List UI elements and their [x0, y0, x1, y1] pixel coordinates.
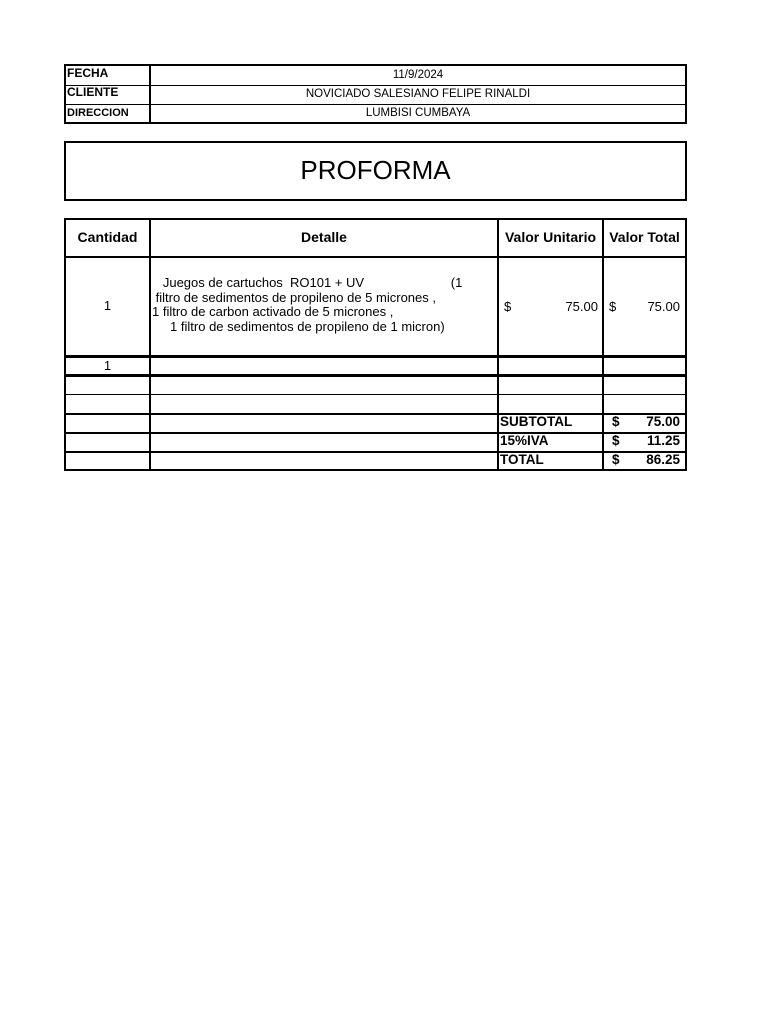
unit-currency: $	[504, 299, 512, 314]
fecha-row	[66, 66, 685, 86]
direccion-row	[66, 104, 685, 122]
client-info-table	[64, 64, 687, 124]
cliente-value: NOVICIADO SALESIANO FELIPE RINALDI	[305, 88, 531, 100]
cliente-label: CLIENTE	[66, 85, 151, 104]
header-valor-total: Valor Total	[609, 229, 680, 245]
item-cantidad: 1	[103, 298, 112, 313]
detalle-line: filtro de sedimentos de propileno de 5 micrones ,	[152, 289, 436, 305]
subtotal-value: 75.00	[646, 414, 680, 429]
total-label: TOTAL	[500, 452, 544, 467]
fecha-label: FECHA	[66, 66, 151, 85]
iva-currency: $	[612, 433, 620, 448]
grand-total-currency: $	[612, 452, 620, 467]
document-title: PROFORMA	[64, 141, 687, 201]
iva-label: 15%IVA	[500, 433, 549, 448]
row-divider	[66, 451, 685, 453]
header-valor-unitario: Valor Unitario	[504, 229, 597, 245]
detalle-line: Juegos de cartuchos RO101 + UV (1	[152, 275, 463, 290]
row-divider	[66, 432, 685, 434]
row2-cantidad: 1	[103, 358, 112, 373]
iva-value: 11.25	[646, 433, 680, 448]
direccion-value: LUMBISI CUMBAYA	[365, 107, 471, 119]
row-divider	[66, 394, 685, 395]
cliente-row	[66, 85, 685, 105]
subtotal-currency: $	[612, 414, 620, 429]
direccion-label: DIRECCION	[66, 104, 151, 122]
row-divider	[66, 355, 685, 358]
row-divider	[66, 413, 685, 415]
total-value: 75.00	[647, 299, 680, 314]
item-detalle	[152, 276, 499, 334]
subtotal-label: SUBTOTAL	[500, 414, 573, 429]
total-currency: $	[609, 299, 617, 314]
header-cantidad: Cantidad	[77, 229, 138, 245]
grand-total-value: 86.25	[646, 452, 680, 467]
unit-value: 75.00	[565, 299, 598, 314]
fecha-value: 11/9/2024	[392, 69, 444, 81]
proforma-table	[64, 218, 687, 471]
detalle-line: 1 filtro de carbon activado de 5 micrones ,	[152, 304, 394, 319]
detalle-line: 1 filtro de sedimentos de propileno de 1 micron)	[152, 318, 445, 334]
row-divider	[66, 374, 685, 377]
header-detalle: Detalle	[301, 229, 347, 245]
